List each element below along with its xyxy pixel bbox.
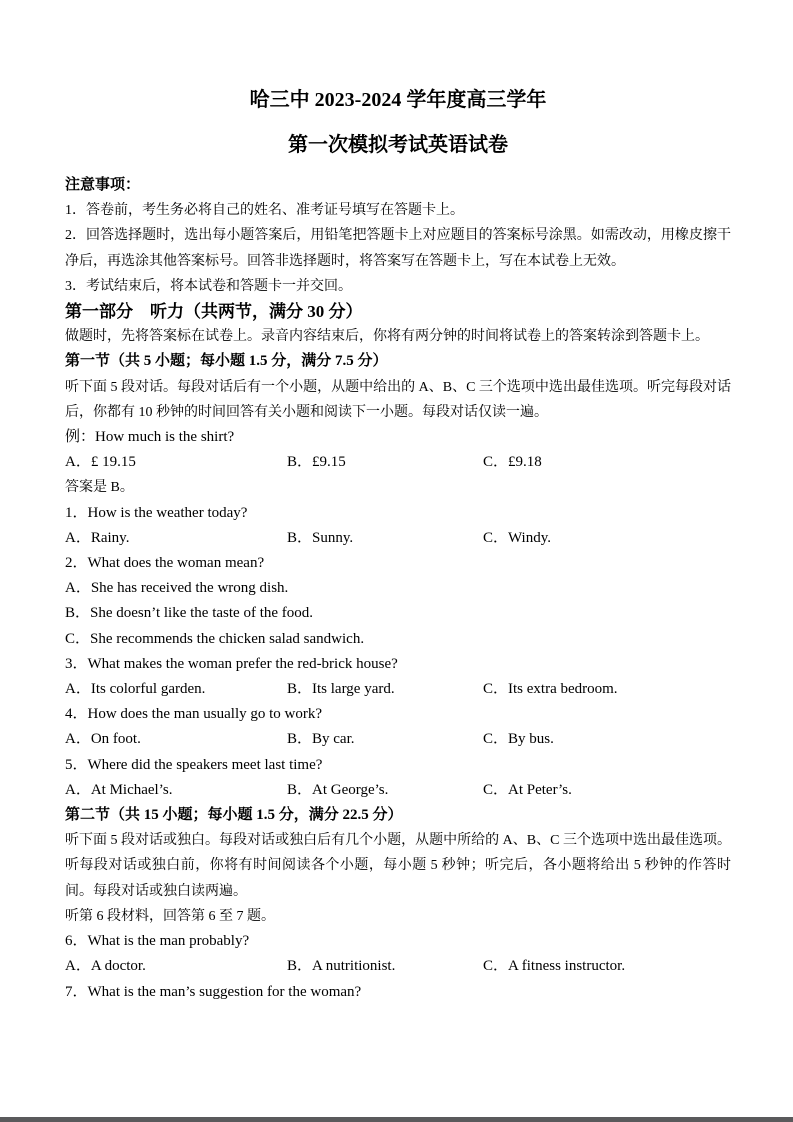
example-options-row <box>65 450 731 475</box>
question-1-option-b: B．Sunny. <box>287 529 354 546</box>
page-title-line1: 哈三中 2023-2024 学年度高三学年 <box>249 89 547 111</box>
example-option-b: B．£9.15 <box>287 454 346 471</box>
question-4-options-row <box>65 727 731 752</box>
example-option-a: A．£ 19.15 <box>65 454 136 471</box>
question-1-options-row <box>65 526 731 551</box>
question-3-text: 3．What makes the woman prefer the red-brick house? <box>65 655 398 672</box>
question-3-options-row <box>65 677 731 702</box>
question-6-option-a: A．A doctor. <box>65 958 146 975</box>
exam-paper-page <box>65 85 731 1005</box>
section1-heading: 第一节（共 5 小题；每小题 1.5 分，满分 7.5 分） <box>65 353 388 370</box>
question-6-text: 6．What is the man probably? <box>65 933 250 950</box>
part1-instruction: 做题时，先将答案标在试卷上。录音内容结束后，你将有两分钟的时间将试卷上的答案转涂到答题卡上。 <box>65 329 709 345</box>
section1-instruction: 听下面 5 段对话。每段对话后有一个小题，从题中给出的 A、B、C 三个选项中选出最佳选项。听完每段对话后，你都有 10 秒钟的时间回答有关小题和阅读下一小题。每段对话仅读一遍。 <box>65 379 731 420</box>
question-5-option-a: A．At Michael’s. <box>65 781 173 798</box>
question-1-option-c: C．Windy. <box>483 529 552 546</box>
question-7-text: 7．What is the man’s suggestion for the woman? <box>65 983 362 1000</box>
question-3-option-c: C．Its extra bedroom. <box>483 681 618 698</box>
section2-instruction: 听下面 5 段对话或独白。每段对话或独白后有几个小题，从题中所给的 A、B、C 三个选项中选出最佳选项。听每段对话或独白前，你将有时间阅读各个小题，每小题 5 秒钟；听完后，各小题将给出 5 秒钟的作答时间。每段对话或独白读两遍。 <box>65 833 731 899</box>
question-2-text: 2．What does the woman mean? <box>65 555 265 572</box>
question-2-option-b: B．She doesn’t like the taste of the food. <box>65 605 314 622</box>
question-3-option-b: B．Its large yard. <box>287 681 395 698</box>
question-1-option-a: A．Rainy. <box>65 529 130 546</box>
question-6-options-row <box>65 954 731 979</box>
notice-item-1: 1．答卷前，考生务必将自己的姓名、准考证号填写在答题卡上。 <box>65 203 464 219</box>
example-answer-note: 答案是 B。 <box>65 480 134 496</box>
page-title-line2: 第一次模拟考试英语试卷 <box>288 134 508 156</box>
question-6-option-b: B．A nutritionist. <box>287 958 396 975</box>
example-option-c: C．£9.18 <box>483 454 542 471</box>
question-4-option-b: B．By car. <box>287 731 355 748</box>
question-6-option-c: C．A fitness instructor. <box>483 958 626 975</box>
question-4-option-a: A．On foot. <box>65 731 141 748</box>
question-1-text: 1．How is the weather today? <box>65 504 248 521</box>
section2-heading: 第二节（共 15 小题；每小题 1.5 分，满分 22.5 分） <box>65 807 403 824</box>
bottom-window-edge <box>0 1117 793 1122</box>
question-4-text: 4．How does the man usually go to work? <box>65 706 323 723</box>
question-3-option-a: A．Its colorful garden. <box>65 681 206 698</box>
notice-item-3: 3．考试结束后，将本试卷和答题卡一并交回。 <box>65 278 352 294</box>
question-5-options-row <box>65 778 731 803</box>
example-question: 例：How much is the shirt? <box>65 429 235 446</box>
notice-heading: 注意事项： <box>65 177 141 193</box>
part1-heading: 第一部分 听力（共两节，满分 30 分） <box>65 302 363 322</box>
question-2-option-a: A．She has received the wrong dish. <box>65 580 289 597</box>
question-5-text: 5．Where did the speakers meet last time? <box>65 756 323 773</box>
question-5-option-c: C．At Peter’s. <box>483 781 572 798</box>
section2-material-note: 听第 6 段材料，回答第 6 至 7 题。 <box>65 908 275 924</box>
question-2-option-c: C．She recommends the chicken salad sandwich. <box>65 630 365 647</box>
question-5-option-b: B．At George’s. <box>287 781 389 798</box>
question-4-option-c: C．By bus. <box>483 731 554 748</box>
notice-item-2: 2．回答选择题时，选出每小题答案后，用铅笔把答题卡上对应题目的答案标号涂黑。如需改动，用橡皮擦干净后，再选涂其他答案标号。回答非选择题时，将答案写在答题卡上，写在本试卷上无效。 <box>65 228 731 269</box>
